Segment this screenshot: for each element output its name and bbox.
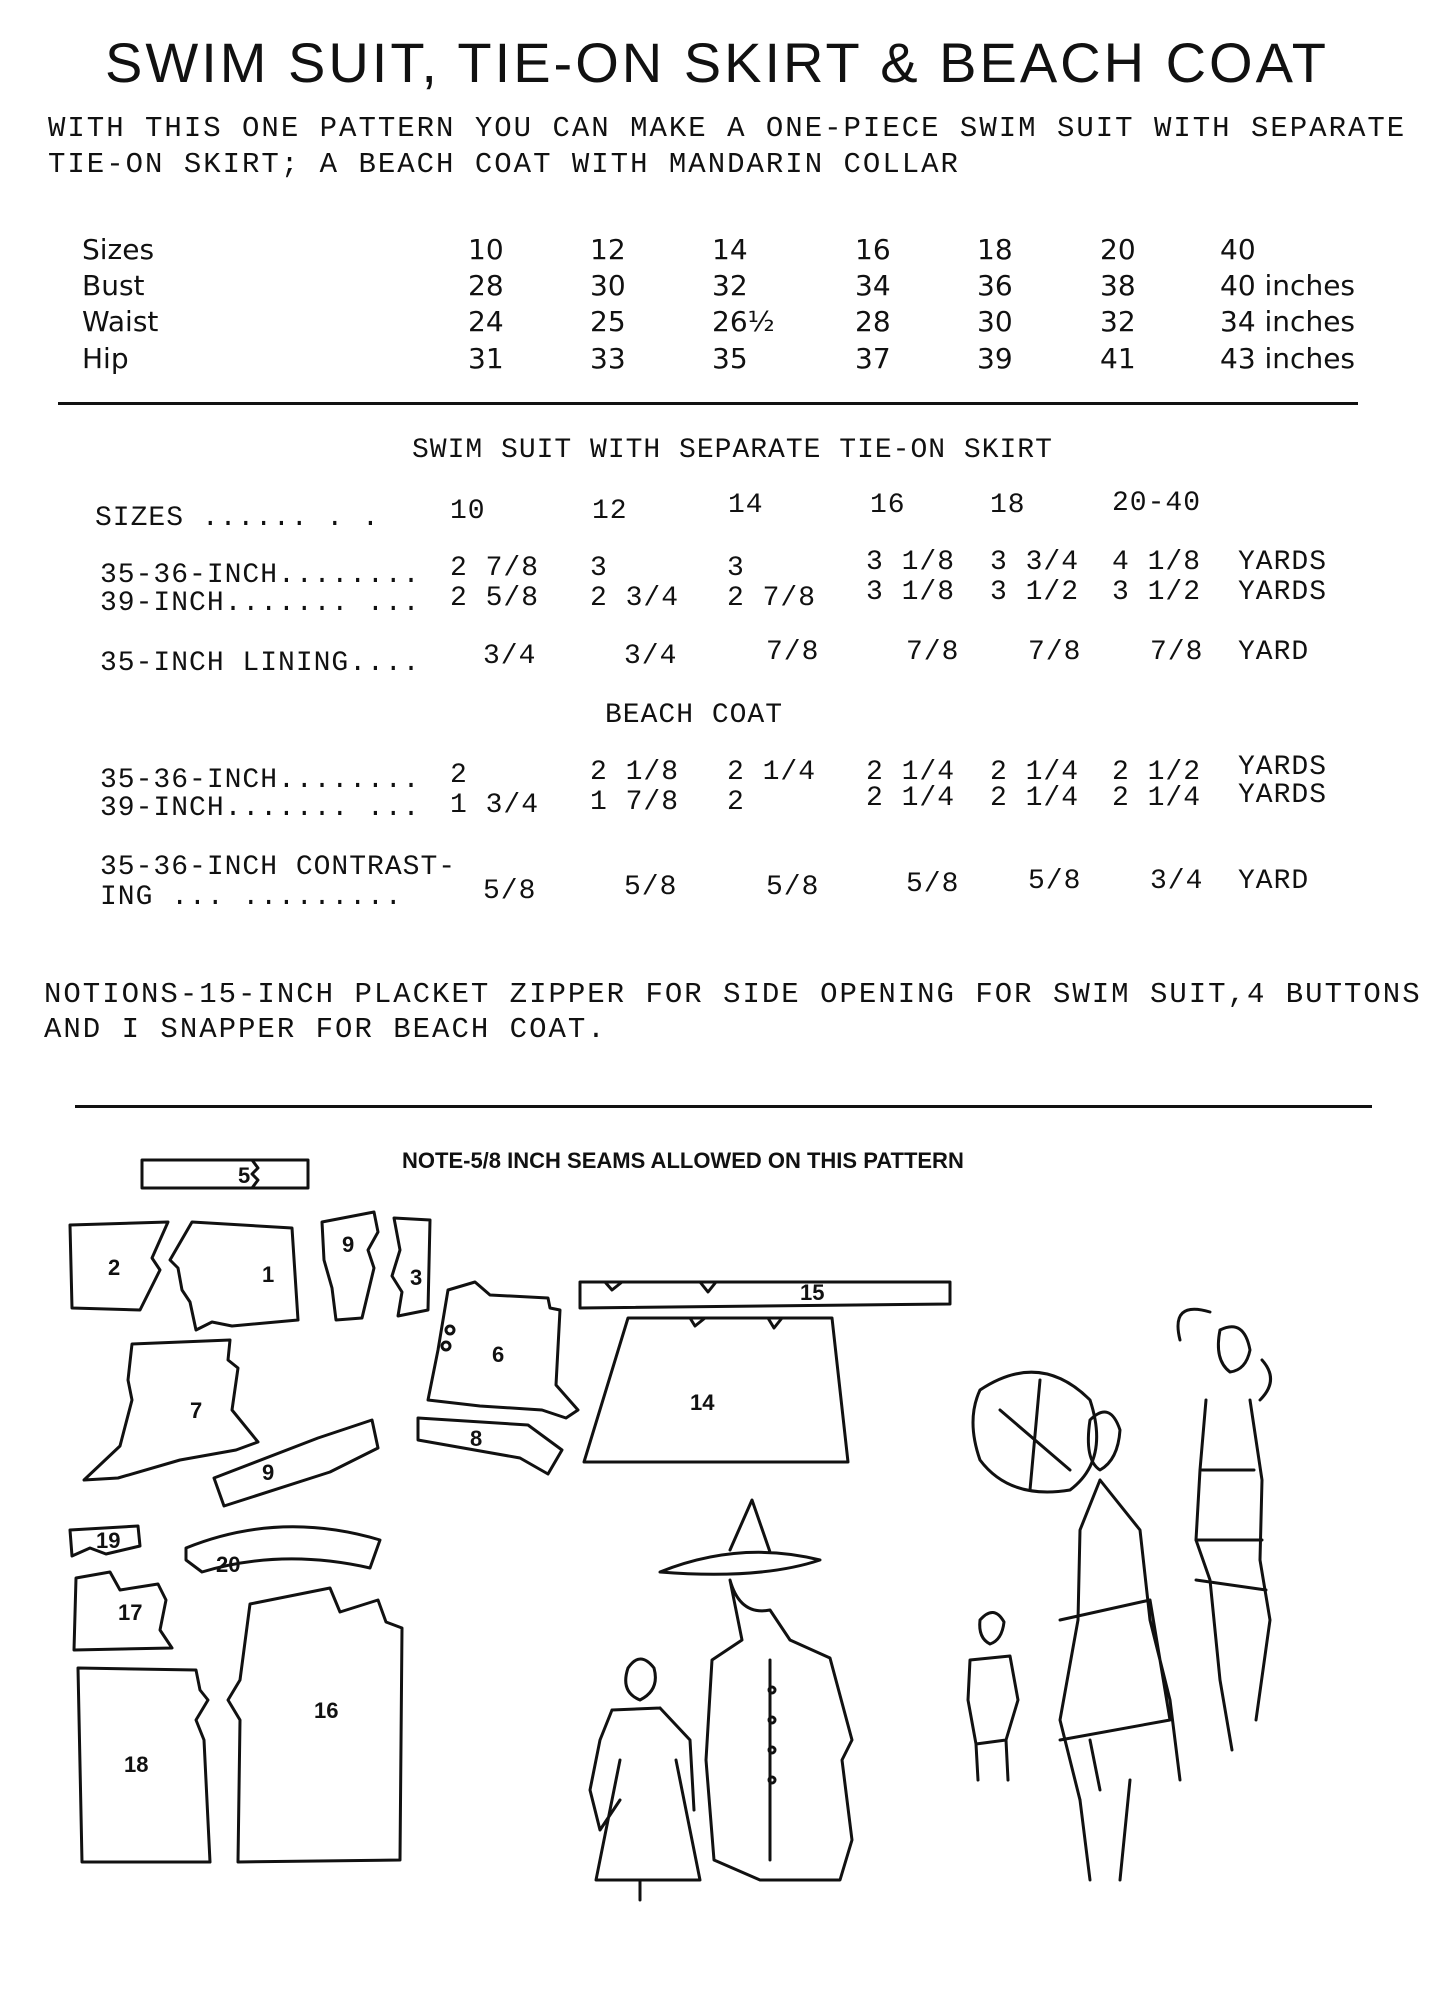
intro-line-1: WITH THIS ONE PATTERN YOU CAN MAKE A ONE-PIECE SWIM SUIT WITH SEPARATE: [48, 112, 1407, 145]
size-chart-cell: 39: [977, 342, 1013, 375]
yardage-cell: 2 1/4: [866, 783, 956, 814]
yardage-row-label: 35-36-INCH........: [100, 560, 421, 591]
yardage-cell: 3 1/8: [866, 577, 956, 608]
page-title: SWIM SUIT, TIE-ON SKIRT & BEACH COAT: [105, 31, 1330, 94]
size-chart-cell: 30: [590, 269, 626, 302]
yardage-cell: 2 7/8: [727, 583, 817, 614]
pattern-piece-number: 9: [342, 1232, 355, 1257]
pattern-piece-number: 15: [800, 1280, 825, 1305]
pattern-piece-number: 16: [314, 1698, 339, 1723]
pattern-piece-number: 19: [96, 1528, 121, 1553]
yardage-cell: 5/8: [1028, 866, 1082, 897]
yardage-cell: 2 1/4: [990, 783, 1080, 814]
pattern-piece-17: [74, 1572, 172, 1650]
yardage-unit: YARDS: [1238, 577, 1328, 608]
yardage-cell: 7/8: [906, 637, 960, 668]
size-chart-cell: 18: [977, 233, 1013, 266]
yardage-unit: YARDS: [1238, 752, 1328, 783]
size-chart-cell: 36: [977, 269, 1013, 302]
size-chart-cell: 25: [590, 305, 626, 338]
size-chart-cell: 35: [712, 342, 748, 375]
yardage-cell: 2 1/2: [1112, 757, 1202, 788]
size-chart-cell: 32: [712, 269, 748, 302]
yardage-size: 10: [450, 496, 486, 527]
pattern-piece-4: [322, 1212, 378, 1320]
yardage-unit: YARD: [1238, 637, 1310, 668]
yardage-cell: 4 1/8: [1112, 547, 1202, 578]
yardage-cell: 3/4: [1150, 866, 1204, 897]
pattern-piece-3: [392, 1218, 430, 1316]
yardage-cell: 5/8: [483, 876, 537, 907]
size-chart-cell: 14: [712, 233, 748, 266]
yardage-row-label-cont: ING ... .........: [100, 882, 403, 913]
pattern-piece-9: [214, 1420, 378, 1506]
pattern-piece-14: [584, 1318, 848, 1462]
notions-line-1: NOTIONS-15-INCH PLACKET ZIPPER FOR SIDE OPENING FOR SWIM SUIT,4 BUTTONS: [44, 978, 1422, 1011]
pattern-piece-number: 6: [492, 1342, 505, 1367]
yardage-cell: 2 1/4: [866, 757, 956, 788]
yardage-cell: 2 7/8: [450, 553, 540, 584]
pattern-piece-19: [70, 1526, 140, 1556]
yardage-unit: YARD: [1238, 866, 1310, 897]
yardage-size: 20-40: [1112, 488, 1202, 519]
size-chart-cell: 30: [977, 305, 1013, 338]
pattern-piece-number: 2: [108, 1255, 121, 1280]
pattern-piece-16: [228, 1588, 402, 1862]
yardage-cell: 3 1/2: [1112, 577, 1202, 608]
size-chart-cell: 28: [855, 305, 891, 338]
yardage-cell: 2 1/8: [590, 757, 680, 788]
pattern-piece-7: [84, 1340, 258, 1480]
size-chart-cell: 20: [1100, 233, 1136, 266]
yardage-size: 14: [728, 490, 764, 521]
size-chart-cell: 37: [855, 342, 891, 375]
yardage-cell: 1 3/4: [450, 790, 540, 821]
yardage-cell: 3 3/4: [990, 547, 1080, 578]
yardage-cell: 3: [590, 553, 608, 584]
yardage-row-label: 35-36-INCH CONTRAST-: [100, 852, 457, 883]
size-chart-cell: 34 inches: [1220, 305, 1356, 338]
pattern-piece-5: [142, 1160, 308, 1188]
pattern-piece-2: [70, 1222, 168, 1310]
pattern-piece-15: [580, 1280, 950, 1308]
yardage-cell: 2 5/8: [450, 583, 540, 614]
yardage-cell: 5/8: [766, 872, 820, 903]
size-chart-cell: 26½: [712, 305, 775, 338]
size-chart-cell: 10: [468, 233, 504, 266]
size-chart-cell: 34: [855, 269, 891, 302]
size-chart-cell: 38: [1100, 269, 1136, 302]
size-chart-cell: 40 inches: [1220, 269, 1356, 302]
pattern-piece-number: 9: [262, 1460, 275, 1485]
yardage-unit: YARDS: [1238, 780, 1328, 811]
yardage-cell: 5/8: [906, 869, 960, 900]
size-chart-label: Bust: [82, 269, 145, 302]
yardage-row-label: 39-INCH....... ...: [100, 793, 421, 824]
pattern-piece-number: 17: [118, 1600, 143, 1625]
intro-line-2: TIE-ON SKIRT; A BEACH COAT WITH MANDARIN COLLAR: [48, 148, 960, 181]
pattern-piece-number: 8: [470, 1426, 483, 1451]
size-chart-cell: 43 inches: [1220, 342, 1356, 375]
yardage-cell: 3/4: [624, 641, 678, 672]
size-chart-cell: 32: [1100, 305, 1136, 338]
yardage-cell: 3 1/2: [990, 577, 1080, 608]
swim-suit-heading: SWIM SUIT WITH SEPARATE TIE-ON SKIRT: [412, 435, 1053, 466]
pattern-piece-number: 5: [238, 1163, 251, 1188]
size-chart-cell: 31: [468, 342, 504, 375]
yardage-size: 18: [990, 490, 1026, 521]
pattern-piece-number: 18: [124, 1752, 149, 1777]
pattern-piece-number: 7: [190, 1398, 203, 1423]
yardage-cell: 3 1/8: [866, 547, 956, 578]
swim-suit-illustration: [968, 1309, 1271, 1880]
size-chart-cell: 16: [855, 233, 891, 266]
yardage-cell: 7/8: [766, 637, 820, 668]
size-chart-cell: 12: [590, 233, 626, 266]
beach-coat-illustration: [590, 1500, 852, 1900]
pattern-piece-20: [186, 1527, 380, 1577]
yardage-cell: 2 1/4: [1112, 783, 1202, 814]
yardage-row-label: 35-INCH LINING....: [100, 648, 421, 679]
yardage-cell: 2: [727, 787, 745, 818]
yardage-cell: 1 7/8: [590, 787, 680, 818]
yardage-size: 12: [592, 496, 628, 527]
yardage-unit: YARDS: [1238, 547, 1328, 578]
size-chart-cell: 41: [1100, 342, 1136, 375]
pattern-piece-number: 3: [410, 1265, 423, 1290]
yardage-cell: 7/8: [1028, 637, 1082, 668]
yardage-cell: 2 3/4: [590, 583, 680, 614]
pattern-piece-8: [418, 1418, 562, 1474]
pattern-piece-number: 14: [690, 1390, 715, 1415]
notions-line-2: AND I SNAPPER FOR BEACH COAT.: [44, 1013, 607, 1046]
yardage-cell: 7/8: [1150, 637, 1204, 668]
yardage-row-label: 39-INCH....... ...: [100, 588, 421, 619]
size-chart-label: Hip: [82, 342, 129, 375]
sizes-label: SIZES ...... . .: [95, 503, 380, 534]
size-chart-cell: 24: [468, 305, 504, 338]
yardage-cell: 2 1/4: [727, 757, 817, 788]
size-chart-cell: 40: [1220, 233, 1256, 266]
pattern-piece-18: [78, 1668, 210, 1862]
size-chart-cell: 33: [590, 342, 626, 375]
seam-note: NOTE-5/8 INCH SEAMS ALLOWED ON THIS PATTERN: [402, 1148, 964, 1173]
yardage-size: 16: [870, 490, 906, 521]
size-chart-label: Sizes: [82, 233, 155, 266]
yardage-row-label: 35-36-INCH........: [100, 765, 421, 796]
size-chart-label: Waist: [82, 305, 159, 338]
yardage-cell: 3/4: [483, 641, 537, 672]
pattern-piece-1: [170, 1222, 298, 1330]
beach-coat-heading: BEACH COAT: [605, 700, 784, 731]
pattern-piece-number: 1: [262, 1262, 275, 1287]
pattern-piece-6: [428, 1282, 578, 1418]
size-chart-cell: 28: [468, 269, 504, 302]
pattern-piece-number: 20: [216, 1552, 241, 1577]
yardage-cell: 3: [727, 553, 745, 584]
yardage-cell: 5/8: [624, 872, 678, 903]
yardage-cell: 2 1/4: [990, 757, 1080, 788]
yardage-cell: 2: [450, 760, 468, 791]
